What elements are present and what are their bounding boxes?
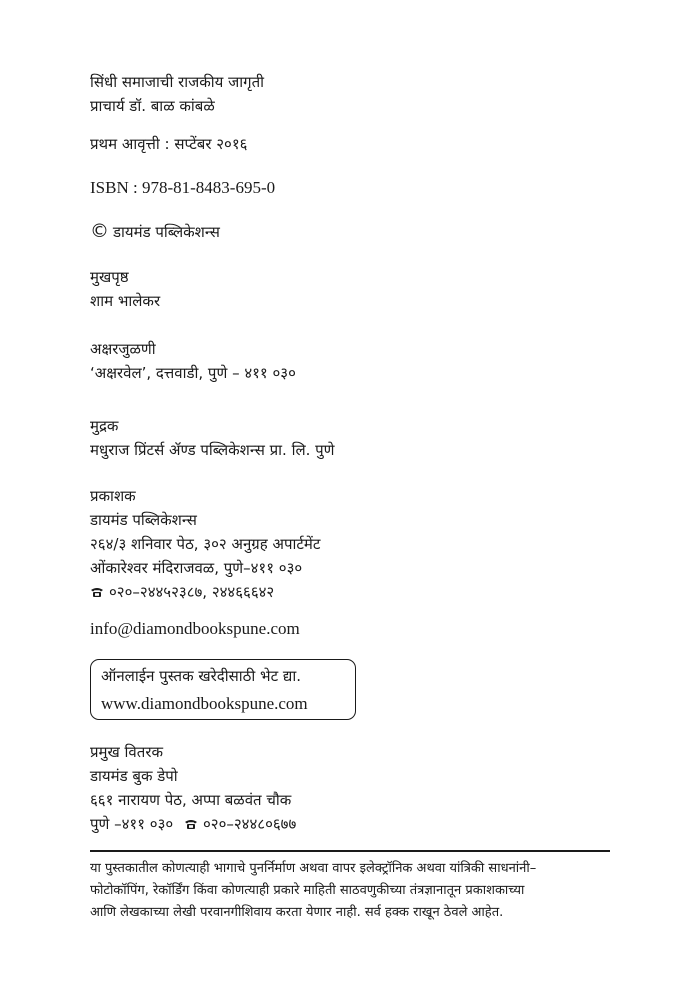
distributor-info: [90, 740, 296, 836]
website-link[interactable]: www.diamondbookspune.com: [101, 694, 308, 713]
online-purchase-text: ऑनलाईन पुस्तक खरेदीसाठी भेट द्या.: [101, 667, 302, 685]
edition-info: [90, 132, 247, 156]
disclaimer-line: आणि लेखकाच्या लेखी परवानगीशिवाय करता येणार नाही. सर्व हक्क राखून ठेवले आहेत.: [90, 905, 504, 920]
phone-icon: [90, 586, 104, 598]
publisher-info: [90, 484, 320, 604]
online-purchase-box: [90, 659, 356, 720]
isbn-info: [90, 176, 275, 200]
isbn-text: ISBN : 978-81-8483-695-0: [90, 178, 276, 197]
cover-credit: [90, 265, 160, 313]
rights-disclaimer: [90, 858, 615, 924]
publisher-email-link[interactable]: info@diamondbookspune.com: [90, 619, 300, 638]
book-title: सिंधी समाजाची राजकीय जागृती: [90, 73, 265, 91]
typesetting-label: अक्षरजुळणी: [90, 340, 156, 358]
distributor-name: डायमंड बुक डेपो: [90, 767, 178, 785]
printer-label: मुद्रक: [90, 417, 119, 435]
copyright-holder: डायमंड पब्लिकेशन्स: [113, 223, 220, 241]
divider-line: [90, 850, 610, 852]
copyright-line: [90, 219, 220, 244]
author-name: प्राचार्य डॉ. बाळ कांबळे: [90, 97, 215, 115]
distributor-address: ६६१ नारायण पेठ, अप्पा बळवंत चौक: [90, 791, 292, 809]
disclaimer-line: या पुस्तकातील कोणत्याही भागाचे पुनर्निर्माण अथवा वापर इलेक्ट्रॉनिक अथवा यांत्रिकी साधनांनी–: [90, 861, 537, 876]
distributor-phone: ०२०–२४४८०६७७: [202, 815, 297, 833]
disclaimer-line: फोटोकॉपिंग, रेकॉर्डिंग किंवा कोणत्याही प्रकारे माहिती साठवणुकीच्या तंत्रज्ञानातून प्रकाशकाच्या: [90, 883, 525, 898]
typesetting-credit: [90, 337, 296, 385]
typesetting-value: ‘अक्षरवेल’, दत्तवाडी, पुणे – ४११ ०३०: [90, 364, 296, 382]
publisher-email-block: [90, 617, 300, 641]
distributor-label: प्रमुख वितरक: [90, 743, 163, 761]
cover-label: मुखपृष्ठ: [90, 268, 129, 286]
publisher-phones: ०२०–२४४५२३८७, २४४६६६४२: [109, 583, 275, 601]
edition-text: प्रथम आवृत्ती : सप्टेंबर २०१६: [90, 135, 248, 153]
publisher-address-line2: ओंकारेश्वर मंदिराजवळ, पुणे–४११ ०३०: [90, 559, 303, 577]
cover-artist: शाम भालेकर: [90, 292, 161, 310]
publisher-label: प्रकाशक: [90, 487, 136, 505]
publisher-address-line1: २६४/३ शनिवार पेठ, ३०२ अनुग्रह अपार्टमेंट: [90, 535, 321, 553]
book-info: [90, 70, 264, 118]
phone-icon: [184, 818, 198, 830]
publisher-name: डायमंड पब्लिकेशन्स: [90, 511, 197, 529]
distributor-city: पुणे –४११ ०३०: [90, 815, 174, 833]
copyright-icon: ©: [90, 220, 109, 242]
printer-credit: [90, 414, 335, 462]
printer-value: मधुराज प्रिंटर्स ॲण्ड पब्लिकेशन्स प्रा. लि. पुणे: [90, 441, 335, 459]
